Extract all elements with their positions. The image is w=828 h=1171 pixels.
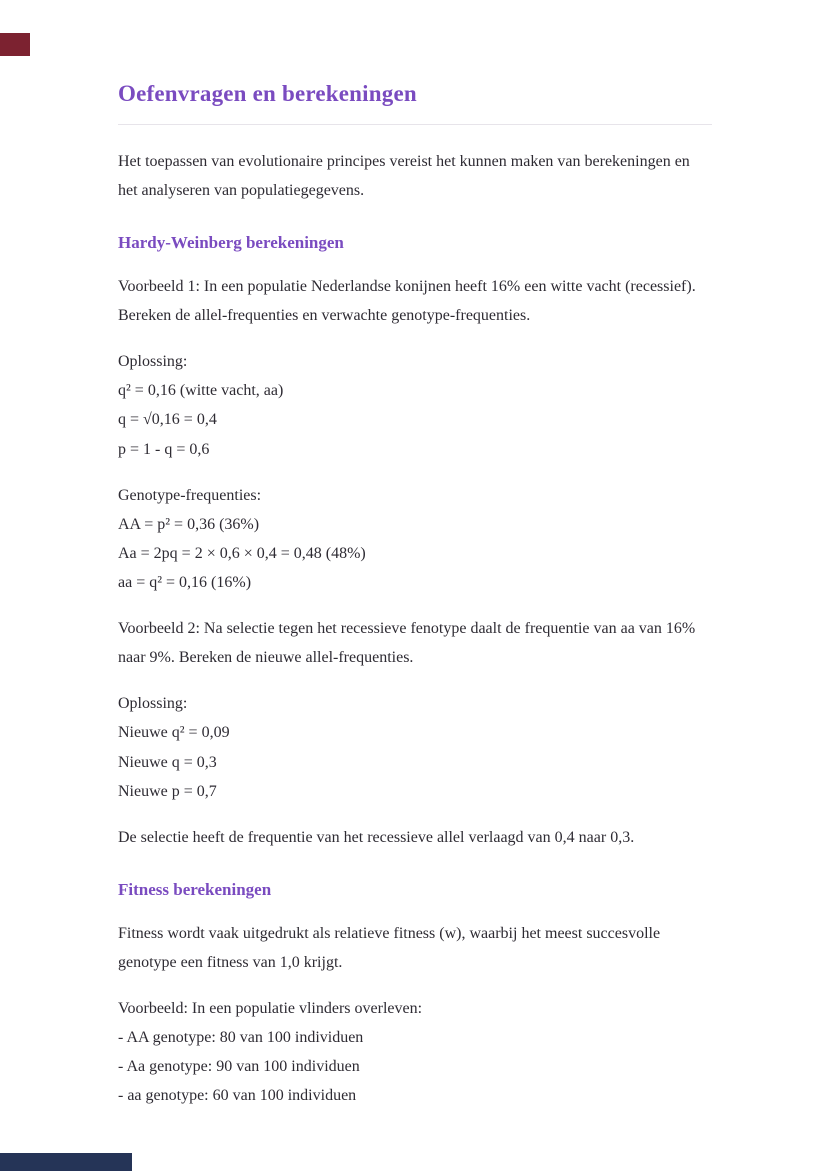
calc-block-oplossing-1: [118, 347, 712, 463]
next-page-fragment: [0, 1153, 132, 1171]
text-line: Nieuwe p = 0,7: [118, 782, 217, 800]
text-line: Voorbeeld: In een populatie vlinders overleven:: [118, 1000, 423, 1018]
calc-block-genotype-frequenties: [118, 481, 712, 597]
intro-paragraph: Het toepassen van evolutionaire principes vereist het kunnen maken van berekeningen en het analyseren van populatiegegevens.: [118, 152, 690, 199]
section-heading-fitness: Fitness berekeningen: [118, 879, 272, 899]
text-line: Nieuwe q² = 0,09: [118, 724, 230, 742]
section-heading-hardy-weinberg: Hardy-Weinberg berekeningen: [118, 232, 344, 252]
previous-page-fragment: [0, 33, 30, 56]
text-line: q = √0,16 = 0,4: [118, 411, 217, 429]
text-line: AA = p² = 0,36 (36%): [118, 515, 260, 533]
document-content: [118, 80, 712, 1127]
text-line: - Aa genotype: 90 van 100 individuen: [118, 1058, 360, 1076]
text-line: aa = q² = 0,16 (16%): [118, 573, 252, 591]
calc-block-oplossing-2: [118, 689, 712, 805]
text-line: Oplossing:: [118, 695, 188, 713]
text-line: p = 1 - q = 0,6: [118, 440, 210, 458]
paragraph-fitness-intro: Fitness wordt vaak uitgedrukt als relatieve fitness (w), waarbij het meest succesvolle genotype een fitness van 1,0 krijgt.: [118, 924, 661, 971]
text-line: - aa genotype: 60 van 100 individuen: [118, 1087, 357, 1105]
text-line: Nieuwe q = 0,3: [118, 753, 217, 771]
text-line: Aa = 2pq = 2 × 0,6 × 0,4 = 0,48 (48%): [118, 544, 366, 562]
title-divider: [118, 124, 712, 125]
text-line: - AA genotype: 80 van 100 individuen: [118, 1029, 364, 1047]
text-line: Genotype-frequenties:: [118, 486, 262, 504]
text-line: q² = 0,16 (witte vacht, aa): [118, 382, 284, 400]
calc-block-vlinders: [118, 994, 712, 1110]
paragraph-voorbeeld-2: Voorbeeld 2: Na selectie tegen het recessieve fenotype daalt de frequentie van aa van 16% naar 9%. Bereken de nieuwe allel-frequenties.: [118, 620, 696, 667]
text-line: Oplossing:: [118, 353, 188, 371]
paragraph-selectie-conclusie: De selectie heeft de frequentie van het recessieve allel verlaagd van 0,4 naar 0,3.: [118, 828, 635, 846]
paragraph-voorbeeld-1: Voorbeeld 1: In een populatie Nederlandse konijnen heeft 16% een witte vacht (recessief). Bereken de allel-frequenties en verwachte genotype-frequenties.: [118, 277, 696, 325]
page-title: Oefenvragen en berekeningen: [118, 81, 417, 106]
